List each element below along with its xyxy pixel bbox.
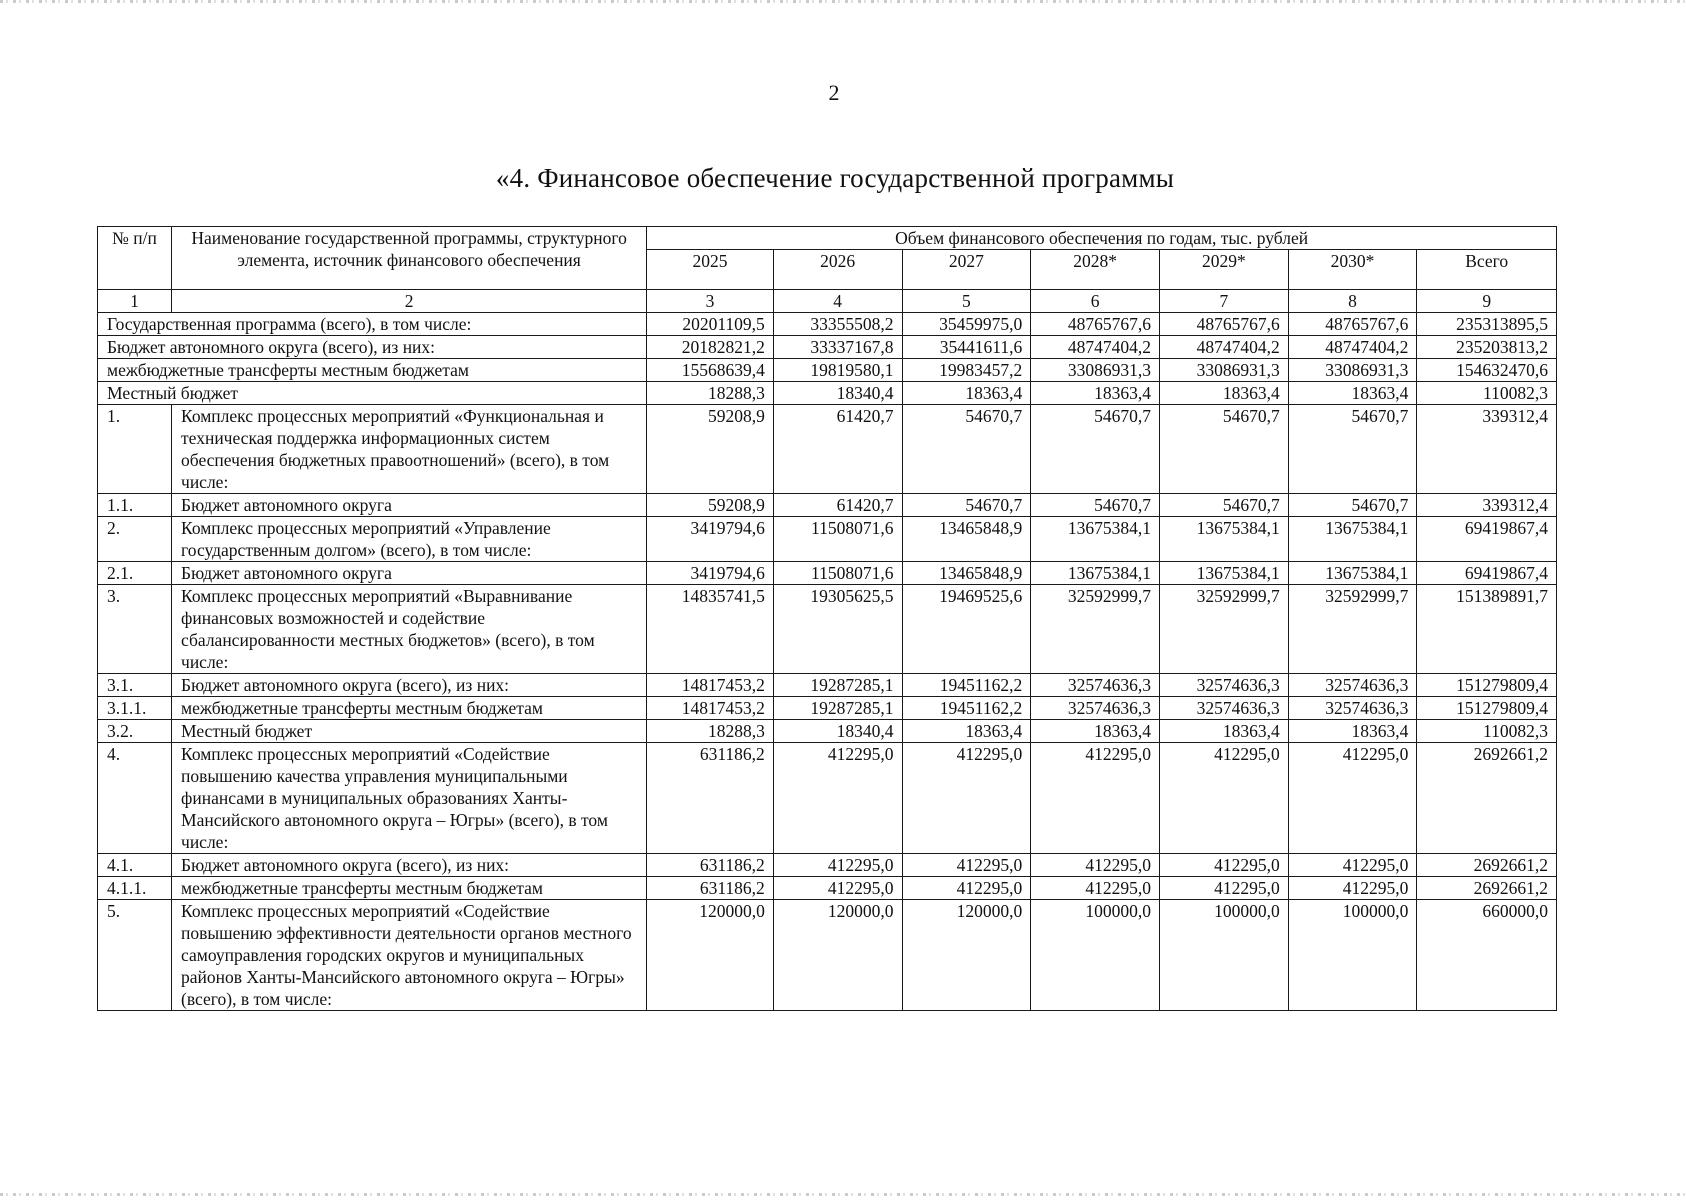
table-row: [98, 854, 1557, 877]
row-number: 2.: [98, 517, 172, 562]
row-name: Бюджет автономного округа (всего), из них:: [172, 854, 647, 877]
row-name: Бюджет автономного округа: [172, 562, 647, 585]
row-total-value: 69419867,4: [1417, 562, 1557, 585]
summary-row-label: Бюджет автономного округа (всего), из них:: [98, 336, 647, 359]
year-value: 18363,4: [1159, 720, 1288, 743]
year-value: 19451162,2: [902, 674, 1031, 697]
year-value: 412295,0: [1159, 743, 1288, 854]
year-value: 48747404,2: [1031, 336, 1160, 359]
table-row: [98, 720, 1557, 743]
year-value: 18340,4: [773, 720, 902, 743]
row-name: Комплекс процессных мероприятий «Выравнивание финансовых возможностей и содействие сбалансированности местных бюджетов» (всего), в том числе:: [172, 585, 647, 674]
year-value: 54670,7: [902, 494, 1031, 517]
row-total-value: 110082,3: [1417, 382, 1557, 405]
row-number: 3.2.: [98, 720, 172, 743]
header-year: 2028*: [1031, 250, 1160, 290]
year-value: 412295,0: [902, 877, 1031, 900]
year-value: 32592999,7: [1159, 585, 1288, 674]
year-value: 32574636,3: [1031, 674, 1160, 697]
row-number: 4.1.: [98, 854, 172, 877]
year-value: 14835741,5: [647, 585, 774, 674]
table-row: [98, 585, 1557, 674]
row-number: 3.1.: [98, 674, 172, 697]
year-value: 412295,0: [1288, 743, 1417, 854]
year-value: 412295,0: [773, 743, 902, 854]
year-value: 13465848,9: [902, 562, 1031, 585]
year-value: 48765767,6: [1031, 313, 1160, 336]
year-value: 11508071,6: [773, 562, 902, 585]
year-value: 18363,4: [1031, 382, 1160, 405]
column-number: 3: [647, 290, 774, 313]
row-name: Бюджет автономного округа (всего), из них:: [172, 674, 647, 697]
column-number: 6: [1031, 290, 1160, 313]
year-value: 14817453,2: [647, 674, 774, 697]
year-value: 33086931,3: [1159, 359, 1288, 382]
year-value: 18363,4: [902, 720, 1031, 743]
year-value: 32574636,3: [1159, 697, 1288, 720]
row-total-value: 235313895,5: [1417, 313, 1557, 336]
year-value: 15568639,4: [647, 359, 774, 382]
row-name: Комплекс процессных мероприятий «Содействие повышению эффективности деятельности органов местного самоуправления городских округов и муниципальных районов Ханты-Мансийского автономного округа – Югры» (всего), в том числе:: [172, 900, 647, 1011]
year-value: 412295,0: [1288, 854, 1417, 877]
column-number: 7: [1159, 290, 1288, 313]
year-value: 412295,0: [773, 877, 902, 900]
year-value: 19287285,1: [773, 697, 902, 720]
item-rows: [98, 405, 1557, 1011]
row-number: 3.1.1.: [98, 697, 172, 720]
year-value: 32574636,3: [1288, 674, 1417, 697]
year-value: 18340,4: [773, 382, 902, 405]
year-value: 631186,2: [647, 877, 774, 900]
year-value: 54670,7: [1031, 405, 1160, 494]
year-value: 631186,2: [647, 743, 774, 854]
year-value: 18363,4: [1031, 720, 1160, 743]
header-volume: Объем финансового обеспечения по годам, тыс. рублей: [647, 227, 1557, 250]
year-value: 33086931,3: [1031, 359, 1160, 382]
year-value: 18363,4: [1288, 382, 1417, 405]
year-value: 100000,0: [1159, 900, 1288, 1011]
row-number: 4.1.1.: [98, 877, 172, 900]
year-value: 412295,0: [1031, 854, 1160, 877]
year-value: 32574636,3: [1159, 674, 1288, 697]
row-name: межбюджетные трансферты местным бюджетам: [172, 877, 647, 900]
header-year: 2027: [902, 250, 1031, 290]
row-name: Бюджет автономного округа: [172, 494, 647, 517]
header-year: 2026: [773, 250, 902, 290]
year-value: 13465848,9: [902, 517, 1031, 562]
year-value: 11508071,6: [773, 517, 902, 562]
year-value: 412295,0: [1159, 877, 1288, 900]
year-value: 631186,2: [647, 854, 774, 877]
row-number: 5.: [98, 900, 172, 1011]
scan-border-top: [0, 0, 1686, 3]
row-number: 2.1.: [98, 562, 172, 585]
table-row: [98, 405, 1557, 494]
row-name: межбюджетные трансферты местным бюджетам: [172, 697, 647, 720]
year-value: 54670,7: [902, 405, 1031, 494]
column-number: 8: [1288, 290, 1417, 313]
row-total-value: 151279809,4: [1417, 697, 1557, 720]
year-value: 54670,7: [1288, 405, 1417, 494]
summary-row-label: Местный бюджет: [98, 382, 647, 405]
row-total-value: 339312,4: [1417, 405, 1557, 494]
year-value: 61420,7: [773, 494, 902, 517]
table-row: [98, 877, 1557, 900]
year-value: 100000,0: [1031, 900, 1160, 1011]
year-value: 18288,3: [647, 720, 774, 743]
year-value: 3419794,6: [647, 517, 774, 562]
row-name: Комплекс процессных мероприятий «Управление государственным долгом» (всего), в том числе:: [172, 517, 647, 562]
header-number: № п/п: [98, 227, 172, 290]
year-value: 120000,0: [773, 900, 902, 1011]
year-value: 32574636,3: [1031, 697, 1160, 720]
year-value: 54670,7: [1031, 494, 1160, 517]
row-total-value: 660000,0: [1417, 900, 1557, 1011]
row-number: 3.: [98, 585, 172, 674]
column-number: 2: [172, 290, 647, 313]
year-value: 13675384,1: [1288, 517, 1417, 562]
header-year: 2030*: [1288, 250, 1417, 290]
table-row: [98, 900, 1557, 1011]
year-value: 54670,7: [1159, 494, 1288, 517]
year-value: 20182821,2: [647, 336, 774, 359]
year-value: 33355508,2: [773, 313, 902, 336]
page-number: 2: [828, 80, 840, 105]
year-value: 19287285,1: [773, 674, 902, 697]
header-name: Наименование государственной программы, структурного элемента, источник финансового обеспечения: [172, 227, 647, 290]
year-value: 13675384,1: [1159, 562, 1288, 585]
summary-row: [98, 359, 1557, 382]
year-value: 412295,0: [1288, 877, 1417, 900]
year-value: 120000,0: [902, 900, 1031, 1011]
year-value: 19451162,2: [902, 697, 1031, 720]
year-value: 14817453,2: [647, 697, 774, 720]
year-value: 61420,7: [773, 405, 902, 494]
year-value: 54670,7: [1288, 494, 1417, 517]
year-value: 100000,0: [1288, 900, 1417, 1011]
year-value: 35441611,6: [902, 336, 1031, 359]
table-row: [98, 697, 1557, 720]
year-value: 48747404,2: [1288, 336, 1417, 359]
year-value: 33086931,3: [1288, 359, 1417, 382]
row-number: 4.: [98, 743, 172, 854]
table-row: [98, 743, 1557, 854]
table-row: [98, 517, 1557, 562]
row-total-value: 2692661,2: [1417, 877, 1557, 900]
year-value: 412295,0: [1031, 877, 1160, 900]
year-value: 19819580,1: [773, 359, 902, 382]
year-value: 19983457,2: [902, 359, 1031, 382]
header-total: Всего: [1417, 250, 1557, 290]
year-value: 33337167,8: [773, 336, 902, 359]
table-row: [98, 674, 1557, 697]
row-total-value: 151279809,4: [1417, 674, 1557, 697]
year-value: 412295,0: [773, 854, 902, 877]
year-value: 412295,0: [1159, 854, 1288, 877]
year-value: 18363,4: [1288, 720, 1417, 743]
year-value: 19469525,6: [902, 585, 1031, 674]
year-value: 59208,9: [647, 405, 774, 494]
year-value: 18363,4: [1159, 382, 1288, 405]
row-name: Комплекс процессных мероприятий «Содействие повышению качества управления муниципальными финансами в муниципальных образованиях Ханты-Мансийского автономного округа – Югры» (всего), в том числе:: [172, 743, 647, 854]
year-value: 19305625,5: [773, 585, 902, 674]
summary-row-label: межбюджетные трансферты местным бюджетам: [98, 359, 647, 382]
year-value: 48765767,6: [1159, 313, 1288, 336]
row-total-value: 235203813,2: [1417, 336, 1557, 359]
column-numbers-row: [98, 290, 1557, 313]
year-value: 32592999,7: [1288, 585, 1417, 674]
financing-table: [97, 226, 1557, 1011]
year-value: 412295,0: [902, 854, 1031, 877]
column-number: 9: [1417, 290, 1557, 313]
summary-row: [98, 313, 1557, 336]
year-value: 48765767,6: [1288, 313, 1417, 336]
year-value: 18363,4: [902, 382, 1031, 405]
year-value: 13675384,1: [1031, 562, 1160, 585]
summary-row: [98, 382, 1557, 405]
row-total-value: 2692661,2: [1417, 854, 1557, 877]
row-name: Местный бюджет: [172, 720, 647, 743]
year-value: 412295,0: [902, 743, 1031, 854]
summary-row-label: Государственная программа (всего), в том числе:: [98, 313, 647, 336]
year-value: 32574636,3: [1288, 697, 1417, 720]
year-value: 32592999,7: [1031, 585, 1160, 674]
column-number: 1: [98, 290, 172, 313]
year-value: 59208,9: [647, 494, 774, 517]
year-value: 412295,0: [1031, 743, 1160, 854]
summary-rows: [98, 313, 1557, 405]
row-number: 1.1.: [98, 494, 172, 517]
scan-border-bottom: [0, 1193, 1686, 1196]
year-value: 18288,3: [647, 382, 774, 405]
row-number: 1.: [98, 405, 172, 494]
column-number: 5: [902, 290, 1031, 313]
row-total-value: 154632470,6: [1417, 359, 1557, 382]
year-value: 13675384,1: [1031, 517, 1160, 562]
year-value: 13675384,1: [1288, 562, 1417, 585]
header-year: 2025: [647, 250, 774, 290]
year-value: 54670,7: [1159, 405, 1288, 494]
column-number: 4: [773, 290, 902, 313]
year-value: 48747404,2: [1159, 336, 1288, 359]
year-value: 3419794,6: [647, 562, 774, 585]
row-total-value: 151389891,7: [1417, 585, 1557, 674]
header-year: 2029*: [1159, 250, 1288, 290]
document-title: «4. Финансовое обеспечение государственной программы: [495, 163, 1175, 193]
row-total-value: 2692661,2: [1417, 743, 1557, 854]
row-total-value: 69419867,4: [1417, 517, 1557, 562]
year-value: 13675384,1: [1159, 517, 1288, 562]
table-row: [98, 562, 1557, 585]
row-total-value: 110082,3: [1417, 720, 1557, 743]
table-row: [98, 494, 1557, 517]
year-value: 120000,0: [647, 900, 774, 1011]
row-total-value: 339312,4: [1417, 494, 1557, 517]
year-value: 35459975,0: [902, 313, 1031, 336]
year-value: 20201109,5: [647, 313, 774, 336]
summary-row: [98, 336, 1557, 359]
row-name: Комплекс процессных мероприятий «Функциональная и техническая поддержка информационных систем обеспечения бюджетных правоотношений» (всего), в том числе:: [172, 405, 647, 494]
